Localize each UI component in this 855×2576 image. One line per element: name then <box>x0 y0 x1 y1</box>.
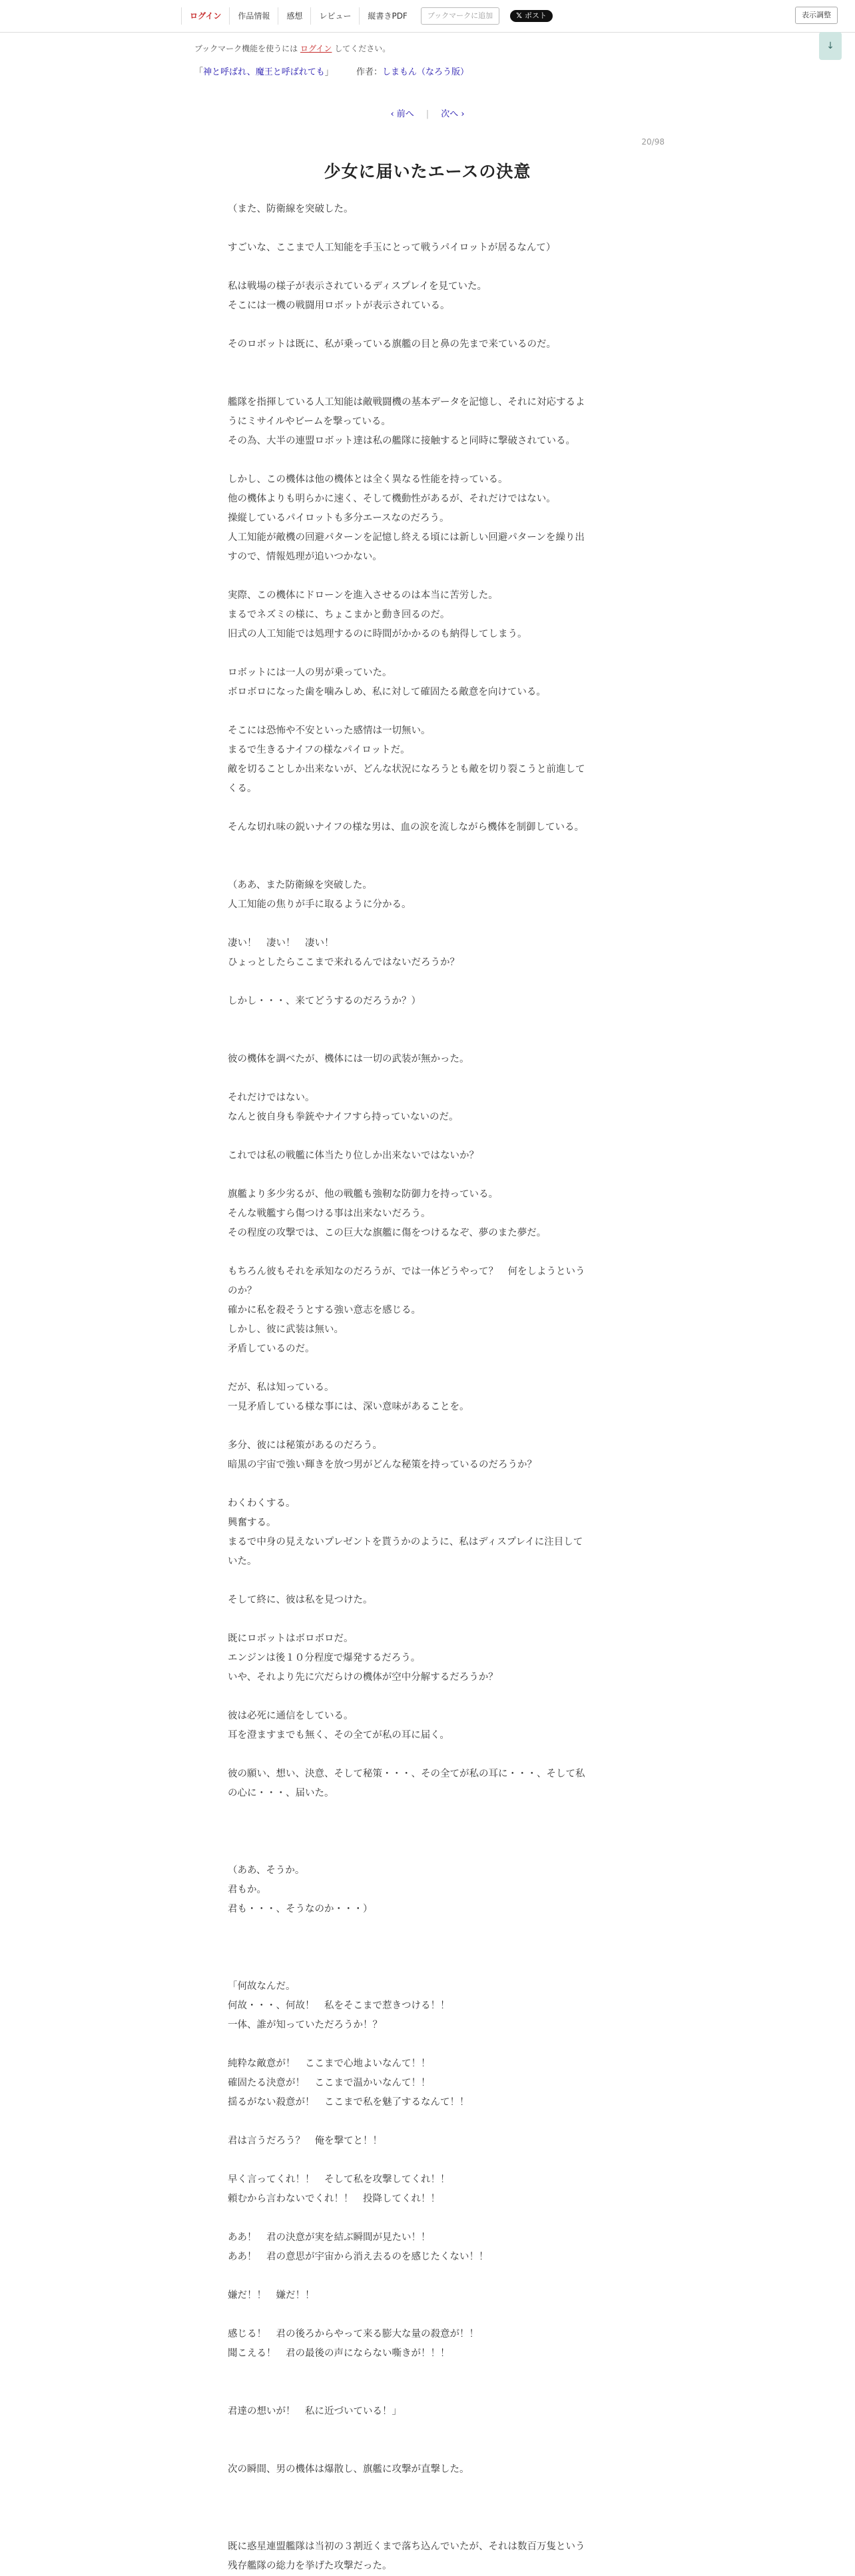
body-line: 聞こえる！ 君の最後の声にならない嘶きが！！！ <box>228 2348 450 2359</box>
body-line: うにミサイルやビームを撃っている。 <box>228 416 391 427</box>
x-post-button[interactable] <box>510 10 553 22</box>
work-info-link[interactable]: 作品情報 <box>230 7 278 25</box>
body-line: 早く言ってくれ！！ そして私を攻撃してくれ！！ <box>228 2174 450 2185</box>
body-line <box>228 2035 627 2054</box>
author-label: 作者： <box>356 67 382 77</box>
body-line <box>228 1571 627 1591</box>
body-line: 人工知能が敵機の回避パターンを記憶し終える頃には新しい回避パターンを繰り出 <box>228 532 585 543</box>
body-line: 君も・・・、そうなのか・・・） <box>228 1904 373 1915</box>
body-line: いや、それより先に穴だらけの機体が空中分解するだろうか？ <box>228 1672 498 1683</box>
body-line <box>228 2421 627 2441</box>
body-line: 純粋な敵意が！ ここまで心地よいなんて！！ <box>228 2058 431 2069</box>
body-line: 次の瞬間、男の機体は爆散し、旗艦に攻撃が直撃した。 <box>228 2464 469 2475</box>
body-line <box>228 2267 627 2286</box>
body-line <box>228 1745 627 1765</box>
x-post-label: ポスト <box>524 11 547 20</box>
body-line: ああ！ 君の意思が宇宙から消え去るのを感じたくない！！ <box>228 2252 489 2262</box>
chapter-title: 少女に届いたエースの決意 <box>324 162 531 181</box>
body-line: 彼は必死に通信をしている。 <box>228 1711 354 1721</box>
body-line <box>228 451 627 470</box>
body-line: （ああ、そうか。 <box>228 1865 305 1876</box>
body-line <box>228 1687 627 1707</box>
body-line <box>228 1011 627 1031</box>
body-line <box>228 1938 627 1958</box>
body-line <box>228 1475 627 1494</box>
vertical-pdf-link[interactable]: 縦書きPDF <box>368 11 408 21</box>
body-line: 君達の想いが！ 私に近づいている！」 <box>228 2406 402 2417</box>
body-line: そんな戦艦すら傷つける事は出来ないだろう。 <box>228 1208 431 1219</box>
body-line <box>228 1069 627 1088</box>
body-line: 確固たる決意が！ ここまで温かいなんて！！ <box>228 2078 431 2088</box>
body-line: 操縦しているパイロットも多分エースなのだろう。 <box>228 513 449 524</box>
body-line: 揺るがない殺意が！ ここまで私を魅了するなんて！！ <box>228 2097 469 2108</box>
scroll-down-button[interactable] <box>819 32 842 60</box>
next-chapter-link[interactable]: 次へ › <box>441 109 465 119</box>
body-line: （ああ、また防衛線を突破した。 <box>228 880 372 891</box>
body-line <box>228 2479 627 2499</box>
body-line: 確かに私を殺そうとする強い意志を感じる。 <box>228 1305 421 1316</box>
body-line <box>228 915 627 934</box>
body-line <box>228 1842 627 1861</box>
display-settings-button[interactable]: 表示調整 <box>795 7 838 24</box>
title-quote-open: 「 <box>194 67 204 77</box>
body-line <box>228 258 627 277</box>
author-link[interactable]: しまもん（なろう版） <box>382 67 469 77</box>
novel-title-link[interactable]: 神と呼ばれ、魔王と呼ばれても <box>203 67 325 77</box>
body-line: 多分、彼には秘策があるのだろう。 <box>228 1440 382 1451</box>
top-navigation <box>0 0 855 33</box>
body-line <box>228 1823 627 1842</box>
body-line <box>228 1958 627 1977</box>
body-line: 暗黒の宇宙で強い輝きを放つ男がどんな秘策を持っているのだろうか？ <box>228 1460 537 1470</box>
body-line: 君もか。 <box>228 1885 266 1895</box>
body-line <box>228 567 627 586</box>
body-line: それだけではない。 <box>228 1092 315 1103</box>
body-line <box>228 1803 627 1823</box>
body-line: 一体、誰が知っていただろうか！？ <box>228 2020 382 2030</box>
body-line <box>228 1919 627 1938</box>
body-line: 耳を澄ますまでも無く、その全てが私の耳に届く。 <box>228 1730 449 1741</box>
body-line: のか？ <box>228 1286 257 1296</box>
title-quote-close: 」 <box>324 67 334 77</box>
body-line: そんな切れ味の鋭いナイフの様な男は、血の涙を流しながら機体を制御している。 <box>228 822 585 833</box>
body-line <box>228 973 627 992</box>
body-line: 「何故なんだ。 <box>228 1981 296 1992</box>
arrow-down-icon: ↓ <box>826 41 834 51</box>
body-line: 矛盾しているのだ。 <box>228 1344 315 1354</box>
body-line <box>228 316 627 335</box>
body-line: しかし、彼に武装は無い。 <box>228 1324 344 1335</box>
body-line: しかし、この機体は他の機体とは全く異なる性能を持っている。 <box>228 474 508 485</box>
body-line <box>228 2209 627 2228</box>
body-line: （また、防衛線を突破した。 <box>228 204 354 215</box>
body-line: 彼の機体を調べたが、機体には一切の武装が無かった。 <box>228 1054 469 1065</box>
body-line: 既にロボットはボロボロだ。 <box>228 1633 354 1644</box>
body-line: 旗艦より多少劣るが、他の戦艦も強靭な防御力を持っている。 <box>228 1189 498 1200</box>
body-line: 人工知能の焦りが手に取るように分かる。 <box>228 899 412 910</box>
body-line <box>228 2441 627 2460</box>
bookmark-login-notice <box>194 43 390 54</box>
body-line: まるで中身の見えないプレゼントを貰うかのように、私はディスプレイに注目して <box>228 1537 583 1547</box>
body-line <box>228 702 627 721</box>
body-line: ボロボロになった歯を噛みしめ、私に対して確固たる敵意を向けている。 <box>228 687 546 697</box>
body-line: まるでネズミの様に、ちょこまかと動き回るのだ。 <box>228 610 450 620</box>
body-line: ロボットには一人の男が乗っていた。 <box>228 667 392 678</box>
body-line: 君は言うだろう？ 俺を撃てと！！ <box>228 2136 382 2146</box>
body-line: 実際、この機体にドローンを進入させるのは本当に苦労した。 <box>228 590 498 601</box>
novel-info <box>194 65 469 77</box>
body-line: ああ！ 君の決意が実を結ぶ瞬間が見たい！！ <box>228 2232 431 2243</box>
chapter-body <box>228 200 627 2576</box>
body-line: すので、情報処理が追いつかない。 <box>228 552 382 562</box>
body-line: 既に惑星連盟艦隊は当初の３割近くまで落ち込んでいたが、それは数百万隻という <box>228 2541 585 2552</box>
body-line <box>228 857 627 876</box>
add-bookmark-button[interactable]: ブックマークに追加 <box>421 7 499 25</box>
body-line <box>228 354 627 374</box>
body-line: 何故・・・、何故！ 私をそこまで惹きつける！！ <box>228 2000 450 2011</box>
login-link[interactable]: ログイン <box>181 7 230 25</box>
body-line: 興奮する。 <box>228 1517 276 1528</box>
body-line <box>228 2151 627 2170</box>
body-line <box>228 2306 627 2325</box>
body-line: 頼むから言わないでくれ！！ 投降してくれ！！ <box>228 2194 440 2204</box>
body-line: 私は戦場の様子が表示されているディスプレイを見ていた。 <box>228 281 487 292</box>
notice-login-link[interactable]: ログイン <box>300 44 332 53</box>
body-line <box>228 374 627 393</box>
body-line: そこには恐怖や不安といった感情は一切無い。 <box>228 725 431 736</box>
body-line <box>228 799 627 818</box>
body-line: すごいな、ここまで人工知能を手玉にとって戦うパイロットが居るなんて） <box>228 242 556 253</box>
impressions-link[interactable]: 感想 <box>278 7 311 25</box>
body-line <box>228 219 627 238</box>
body-line: まるで生きるナイフの様なパイロットだ。 <box>228 745 410 755</box>
body-line: しかし・・・、来てどうするのだろうか？） <box>228 996 421 1007</box>
body-line: 一見矛盾している様な事には、深い意味があることを。 <box>228 1402 469 1412</box>
body-line: エンジンは後１０分程度で爆発するだろう。 <box>228 1653 421 1663</box>
pager-divider: | <box>426 109 429 119</box>
x-logo-icon: 𝕏 <box>516 11 522 20</box>
body-line: これでは私の戦艦に体当たり位しか出来ないではないか？ <box>228 1150 479 1161</box>
body-line: そのロボットは既に、私が乗っている旗艦の目と鼻の先まで来ているのだ。 <box>228 339 556 350</box>
body-line <box>228 1166 627 1185</box>
prev-chapter-link[interactable]: ‹ 前へ <box>390 109 414 119</box>
body-line: くる。 <box>228 783 257 794</box>
body-line <box>228 837 627 857</box>
body-line: 敵を切ることしか出来ないが、どんな状況になろうとも敵を切り裂こうと前進して <box>228 764 585 775</box>
body-line <box>228 1031 627 1050</box>
body-line: 彼の願い、想い、決意、そして秘策・・・、その全てが私の耳に・・・、そして私 <box>228 1769 585 1779</box>
review-link[interactable]: レビュー <box>311 7 360 25</box>
body-line: その為、大半の連盟ロボット達は私の艦隊に接触すると同時に撃破されている。 <box>228 436 575 446</box>
chapter-count: 20/98 <box>641 137 665 147</box>
body-line: 凄い！ 凄い！ 凄い！ <box>228 938 334 949</box>
nav-menu <box>181 7 553 25</box>
body-line: 残存艦隊の総力を挙げた攻撃だった。 <box>228 2561 392 2571</box>
body-line: もちろん彼もそれを承知なのだろうが、では一体どうやって？ 何をしようという <box>228 1266 585 1277</box>
body-line: 艦隊を指揮している人工知能は敵戦闘機の基本データを記憶し、それに対応するよ <box>228 397 585 408</box>
notice-prefix: ブックマーク機能を使うには <box>194 44 298 53</box>
body-line: 他の機体よりも明らかに速く、そして機動性があるが、それだけではない。 <box>228 494 556 504</box>
body-line: そして終に、彼は私を見つけた。 <box>228 1595 373 1605</box>
notice-suffix: してください。 <box>334 44 391 53</box>
body-line: ひょっとしたらここまで来れるんではないだろうか？ <box>228 957 459 968</box>
body-line: の心に・・・、届いた。 <box>228 1788 334 1799</box>
body-line: だが、私は知っている。 <box>228 1382 334 1393</box>
body-line <box>228 1610 627 1629</box>
body-line: いた。 <box>228 1556 257 1567</box>
body-line <box>228 1127 627 1146</box>
body-line <box>228 2518 627 2537</box>
body-line <box>228 1417 627 1436</box>
body-line <box>228 1243 627 1262</box>
body-line: その程度の攻撃では、この巨大な旗艦に傷をつけるなぞ、夢のまた夢だ。 <box>228 1228 547 1238</box>
body-line: 嫌だ！！ 嫌だ！！ <box>228 2290 315 2301</box>
body-line <box>228 2499 627 2518</box>
body-line: わくわくする。 <box>228 1498 296 1509</box>
body-line <box>228 2363 627 2383</box>
body-line <box>228 1359 627 1378</box>
body-line <box>228 2112 627 2132</box>
body-line <box>228 2383 627 2402</box>
chapter-pager <box>0 107 855 119</box>
body-line: 感じる！ 君の後ろからやって来る膨大な量の殺意が！！ <box>228 2329 479 2340</box>
body-line: なんと彼自身も拳銃やナイフすら持っていないのだ。 <box>228 1112 459 1122</box>
body-line: そこには一機の戦闘用ロボットが表示されている。 <box>228 300 450 311</box>
body-line <box>228 644 627 663</box>
body-line: 旧式の人工知能では処理するのに時間がかかるのも納得してしまう。 <box>228 629 527 640</box>
